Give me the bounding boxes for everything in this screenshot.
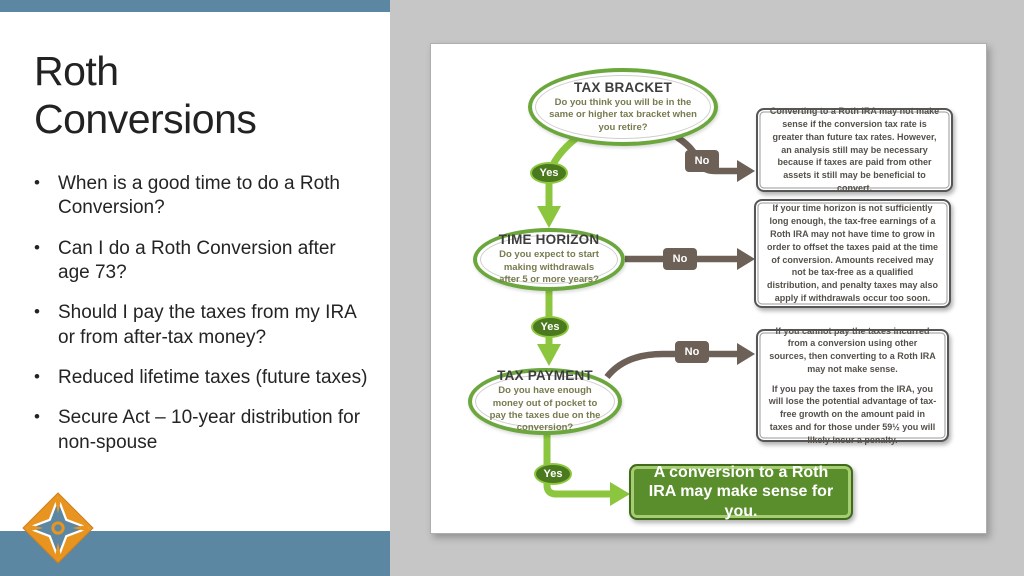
no-badge: No — [685, 150, 719, 172]
bullet-text: Reduced lifetime taxes (future taxes) — [58, 366, 368, 388]
list-item — [34, 301, 370, 350]
flowchart-panel — [430, 43, 987, 534]
page-title: Roth Conversions — [34, 48, 257, 142]
no-arrowhead-1 — [737, 160, 755, 182]
node-tax-payment — [468, 368, 622, 435]
yes-badge: Yes — [531, 316, 569, 338]
info-box-tax-payment — [756, 325, 949, 445]
bullet-icon: • — [34, 366, 40, 386]
no-arrowhead-2 — [737, 248, 755, 270]
node-title: TAX PAYMENT — [497, 368, 593, 384]
info-text: If your time horizon is not sufficiently long enough, the tax-free earnings of a Roth IRA may not have time to grow in order to offset the taxes paid at the time of conversion. Amounts received may not be tax-free as a qualified distribution, and penalty taxes may also apply if withdrawals occur too soon. — [766, 203, 939, 303]
list-item — [34, 366, 370, 390]
yes-arrowhead-1 — [537, 206, 561, 228]
node-title: TAX BRACKET — [574, 79, 672, 95]
node-question: Do you expect to start making withdrawals after 5 or more years? — [499, 249, 599, 286]
no-badge: No — [675, 341, 709, 363]
yes-arrowhead-3 — [610, 482, 630, 506]
list-item — [34, 172, 370, 221]
node-title: TIME HORIZON — [498, 232, 600, 248]
slide-left-panel — [0, 0, 390, 576]
bullet-icon: • — [34, 407, 40, 427]
result-box — [629, 464, 853, 520]
no-badge: No — [663, 248, 697, 270]
node-question: Do you have enough money out of pocket to pay the taxes due on the conversion? — [489, 385, 601, 434]
bullet-text: Can I do a Roth Conversion after age 73? — [58, 237, 336, 283]
list-item — [34, 237, 370, 286]
yes-badge: Yes — [534, 463, 572, 485]
bullet-list — [34, 172, 370, 455]
bullet-icon: • — [34, 173, 40, 192]
info-box-tax-bracket — [756, 108, 953, 192]
bullet-text: Secure Act – 10-year distribution for non-spouse — [58, 407, 361, 453]
no-arrow-3 — [607, 354, 737, 377]
info-box-time-horizon — [754, 199, 951, 308]
node-question: Do you think you will be in the same or higher tax bracket when you retire? — [549, 96, 697, 133]
bullet-icon: • — [34, 237, 40, 257]
top-accent-bar — [0, 0, 390, 12]
company-logo-icon — [22, 492, 94, 564]
bullet-icon: • — [34, 302, 40, 322]
bullet-text: When is a good time to do a Roth Conversion? — [58, 173, 340, 219]
yes-arrowhead-2 — [537, 344, 561, 366]
node-tax-bracket — [528, 68, 718, 146]
bullet-text: Should I pay the taxes from my IRA or from after-tax money? — [58, 302, 356, 348]
info-text: If you cannot pay the taxes incurred from a conversion using other sources, then converting to a Roth IRA may not make sense. — [769, 325, 936, 374]
info-text: If you pay the taxes from the IRA, you will lose the potential advantage of tax-free growth on the amount paid in taxes and for those under 59½ you will likely incur a penalty. — [768, 383, 937, 445]
result-text: A conversion to a Roth IRA may make sense for you. — [648, 463, 834, 520]
list-item — [34, 406, 370, 455]
info-text: Converting to a Roth IRA may not make sense if the conversion tax rate is greater than future tax rates. However, an analysis still may be necessary because if taxes are paid from other assets it still may be beneficial to convert. — [769, 106, 940, 193]
no-arrowhead-3 — [737, 343, 755, 365]
node-time-horizon — [473, 228, 625, 291]
yes-badge: Yes — [530, 162, 568, 184]
